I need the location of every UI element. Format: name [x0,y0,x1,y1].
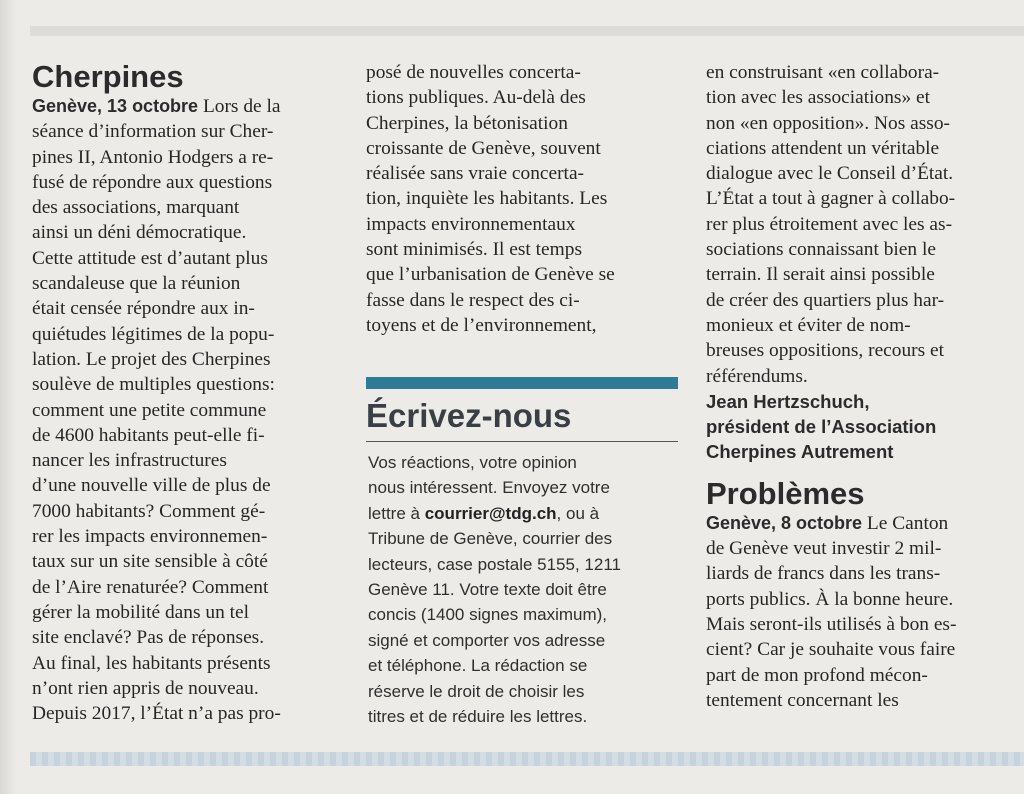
letter2-line: Mais seront-ils utilisés à bon es- [706,613,957,635]
callout-line: concis (1400 signes maximum), [368,605,608,625]
letter2-line: tentement concernant les [706,689,899,711]
letter1-line: que l’urbanisation de Genève se [366,264,615,286]
letter2-line: cient? Car je souhaite vous faire [706,639,956,661]
letter2-line: de Genève veut investir 2 mil- [706,538,942,560]
letter2-line: ports publics. À la bonne heure. [706,588,954,610]
column-3 [706,60,1024,713]
callout-divider [366,441,678,442]
letter1-line: taux sur un site sensible à côté [32,551,268,573]
letter2-line: liards de francs dans les trans- [706,563,941,585]
callout-line-email [368,501,678,526]
letter1-line: de créer des quartiers plus har- [706,289,945,311]
letter1-line: réalisée sans vraie concerta- [366,163,585,185]
letter1-line: lation. Le projet des Cherpines [32,348,271,370]
letter1-line: était censée répondre aux in- [32,298,255,320]
letter1-line: pines II, Antonio Hodgers a re- [32,146,274,168]
letter2-byline: Genève, 8 octobre [706,512,863,533]
callout-text: , ou à [556,503,600,523]
callout-line: et téléphone. La rédaction se [368,656,588,676]
letter1-line: posé de nouvelles concerta- [366,62,581,83]
letter1-line: L’État a tout à gagner à collabo- [706,188,956,210]
letter1-line: Cette attitude est d’autant plus [32,247,268,269]
letter1-line: d’une nouvelle ville de plus de [32,475,271,497]
letter1-line: gérer la mobilité dans un tel [32,601,249,623]
letter1-line: tions publiques. Au-delà des [366,87,586,109]
letter1-line: scandaleuse que la réunion [32,273,241,295]
letter1-line: tion, inquiète les habitants. Les [366,188,608,210]
letter1-line: sociations connaissant bien le [706,239,936,261]
letter1-line: rer les impacts environnemen- [32,526,268,548]
letter1-line: terrain. Il serait ainsi possible [706,264,935,286]
callout-title: Écrivez-nous [366,397,572,434]
top-rule [30,26,1024,36]
letter1-signature-role: président de l’Association [706,416,937,438]
letter1-line: comment une petite commune [32,399,267,421]
callout-line: titres et de réduire les lettres. [368,707,588,727]
letter1-line: fusé de répondre aux questions [32,171,273,193]
paper-edge [0,0,16,794]
letter1-line: référendums. [706,365,808,387]
letter1-line: séance d’information sur Cher- [32,121,274,143]
letter1-line: dialogue avec le Conseil d’État. [706,163,954,185]
letter2-title: Problèmes [706,475,865,511]
letter1-line: croissante de Genève, souvent [366,137,601,159]
letter1-line: Au final, les habitants présents [32,652,271,674]
letter1-line: ainsi un déni démocratique. [32,222,247,244]
letter1-line: tion avec les associations» et [706,87,931,109]
letter1-line: monieux et éviter de nom- [706,314,911,336]
letter1-signature-org: Cherpines Autrement [706,441,894,463]
letter1-line: nancer les infrastructures [32,450,227,472]
column-1 [32,60,338,726]
letter1-line: en construisant «en collabora- [706,62,940,83]
letter1-signature-name: Jean Hertzschuch, [706,390,870,412]
bottom-rule [30,752,1024,766]
letter1-line: quiétudes légitimes de la popu- [32,323,275,345]
letter1-line: non «en opposition». Nos asso- [706,112,950,134]
callout-line: lecteurs, case postale 5155, 1211 [368,554,621,574]
letter1-line: fasse dans le respect des ci- [366,289,580,311]
callout-accent-bar [366,377,678,389]
column-2 [366,60,678,338]
callout-line: Vos réactions, votre opinion [368,453,577,472]
letter1-line: site enclavé? Pas de réponses. [32,627,265,649]
letter1-line: Depuis 2017, l’État n’a pas pro- [32,703,281,725]
letter1-title: Cherpines [32,59,184,94]
callout-text: lettre à [368,503,420,523]
letter1-line: Lors de la [202,96,281,117]
letter1-line: 7000 habitants? Comment gé- [32,500,266,522]
letter1-line: de l’Aire renaturée? Comment [32,576,269,598]
letter1-byline: Genève, 13 octobre [32,96,199,116]
callout-line: Genève 11. Votre texte doit être [368,580,607,600]
letter1-line: n’ont rien appris de nouveau. [32,677,259,699]
letter1-line: toyens et de l’environnement, [366,314,597,336]
callout-body [368,450,678,729]
callout-line: Tribune de Genève, courrier des [368,529,613,549]
letter1-line: des associations, marquant [32,197,240,219]
letter1-first-line [32,94,338,119]
letter2-line: part de mon profond mécon- [706,664,928,686]
letter1-line: sont minimisés. Il est temps [366,239,582,261]
callout-line: réserve le droit de choisir les [368,681,585,701]
letter2-line: Le Canton [866,512,949,534]
letter2-first-line [706,511,1024,536]
letter1-line: soulève de multiples questions: [32,374,275,396]
letter1-line: rer plus étroitement avec les as- [706,213,953,235]
letter1-line: ciations attendent un véritable [706,137,940,159]
callout-line: signé et comporter vos adresse [368,630,606,650]
letter1-line: impacts environnementaux [366,213,576,235]
letter1-line: de 4600 habitants peut-elle fi- [32,424,265,446]
email-link[interactable]: courrier@tdg.ch [424,503,557,523]
letter1-line: breuses oppositions, recours et [706,340,945,362]
letter1-line: Cherpines, la bétonisation [366,112,568,134]
callout-line: nous intéressent. Envoyez votre [368,478,610,498]
